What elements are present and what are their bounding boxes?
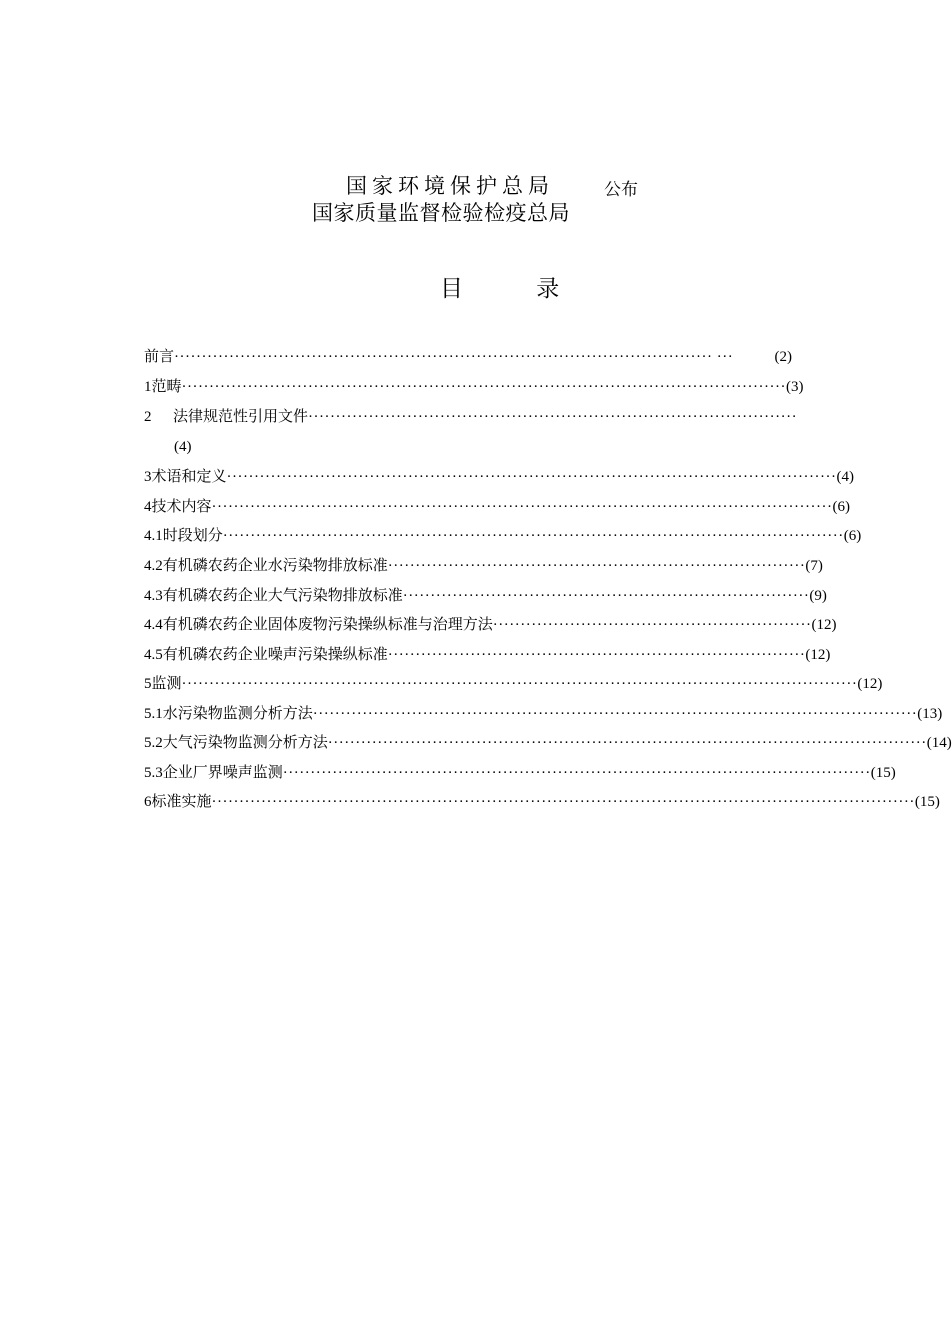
toc-item-label: 前言: [144, 349, 175, 365]
toc-item-number: 5.3: [144, 765, 163, 781]
toc-item-page: (9): [809, 588, 827, 604]
toc-item[interactable]: [144, 762, 896, 784]
toc-item-number: 4.5: [144, 647, 163, 663]
toc-item-number: 4.3: [144, 588, 163, 604]
toc-item-label: 水污染物监测分析方法: [162, 706, 313, 722]
toc-item-page: (2): [774, 349, 792, 365]
toc-item-page: (12): [857, 676, 883, 692]
toc-item-page: (6): [843, 528, 862, 544]
toc-leader-dots: ············································································: [387, 647, 806, 663]
issuer-2: 国家质量监督检验检疫总局: [312, 201, 570, 225]
toc-item-label: 时段划分: [162, 528, 223, 544]
toc-leader-dots: ············································································: [387, 558, 806, 574]
toc-item-label: 标准实施: [151, 794, 212, 810]
toc-title: 目 录: [440, 276, 593, 302]
toc-item-page: (15): [870, 765, 896, 781]
toc-item[interactable]: [144, 555, 823, 577]
toc-leader-dots: ···········································································································: [282, 765, 871, 781]
toc-leader-dots: ································································································································: [211, 794, 915, 810]
toc-item-number: 5.1: [144, 706, 163, 722]
toc-item-label: 大气污染物监测分析方法: [162, 735, 328, 751]
toc-item-label: 有机磷农药企业水污染物排放标准: [162, 558, 388, 574]
toc-item-page: (13): [917, 706, 943, 722]
toc-item-page-continued: (4): [174, 439, 192, 455]
toc-item[interactable]: [144, 673, 883, 695]
toc-item-number: 4.4: [144, 617, 163, 633]
toc-item-page: (4): [836, 469, 854, 485]
toc-leader-dots: ··············································································································: [181, 379, 786, 395]
toc-item-number: 2: [144, 409, 152, 425]
toc-item-label: 企业厂界噪声监测: [162, 765, 283, 781]
toc-item-page: (15): [914, 794, 940, 810]
toc-item-number: 4: [144, 499, 152, 515]
toc-item-page: (7): [805, 558, 823, 574]
toc-leader-dots: ···························································································································: [181, 676, 858, 692]
toc-leader-dots: ·················································································································: [222, 528, 844, 544]
toc-item-page: (3): [785, 379, 804, 395]
toc-item-label: 有机磷农药企业噪声污染操纵标准: [162, 647, 388, 663]
toc-leader-dots: ··························································: [492, 617, 812, 633]
toc-leader-dots: ·············································································································: [327, 735, 927, 751]
toc-item[interactable]: [144, 703, 943, 725]
toc-item-number: 1: [144, 379, 152, 395]
toc-leader-dots: ···············································································································: [226, 469, 837, 485]
toc-item[interactable]: [144, 376, 804, 398]
toc-item-label: 范畴: [151, 379, 182, 395]
toc-item-label: 技术内容: [151, 499, 212, 515]
issuer-1: 国家环境保护总局: [346, 174, 554, 198]
publish-label: 公布: [604, 180, 638, 200]
toc-leader-dots: ·················································································································: [211, 499, 833, 515]
toc-item-page: (12): [805, 647, 831, 663]
toc-item-page: (14): [926, 735, 952, 751]
toc-item[interactable]: [144, 585, 827, 607]
toc-item-label: 监测: [151, 676, 182, 692]
toc-item[interactable]: [144, 496, 850, 518]
toc-item[interactable]: [144, 466, 854, 488]
toc-item-label: 术语和定义: [151, 469, 227, 485]
toc-item[interactable]: [144, 732, 952, 754]
toc-item[interactable]: [144, 346, 792, 368]
toc-item-number: 4.2: [144, 558, 163, 574]
toc-item[interactable]: [144, 644, 831, 666]
toc-leader-dots: ·································································································· ···: [174, 349, 734, 365]
toc-item[interactable]: [144, 614, 837, 636]
toc-item-number: 5.2: [144, 735, 163, 751]
toc-leader-dots: ·························································································: [308, 409, 798, 425]
toc-item[interactable]: [144, 791, 940, 813]
toc-leader-dots: ··············································································································: [312, 706, 918, 722]
toc-item[interactable]: [144, 525, 862, 547]
toc-item-label: 法律规范性引用文件: [173, 409, 309, 425]
toc-item-number: 4.1: [144, 528, 163, 544]
toc-item-label: 有机磷农药企业固体废物污染操纵标准与治理方法: [162, 617, 493, 633]
toc-item-label: 有机磷农药企业大气污染物排放标准: [162, 588, 403, 604]
toc-item-page: (6): [832, 499, 850, 515]
toc-leader-dots: ··········································································: [402, 588, 810, 604]
toc-item-page: (12): [811, 617, 837, 633]
toc-item-number: 5: [144, 676, 152, 692]
toc-item[interactable]: [144, 406, 812, 428]
toc-item-number: 3: [144, 469, 152, 485]
toc-item-number: 6: [144, 794, 152, 810]
